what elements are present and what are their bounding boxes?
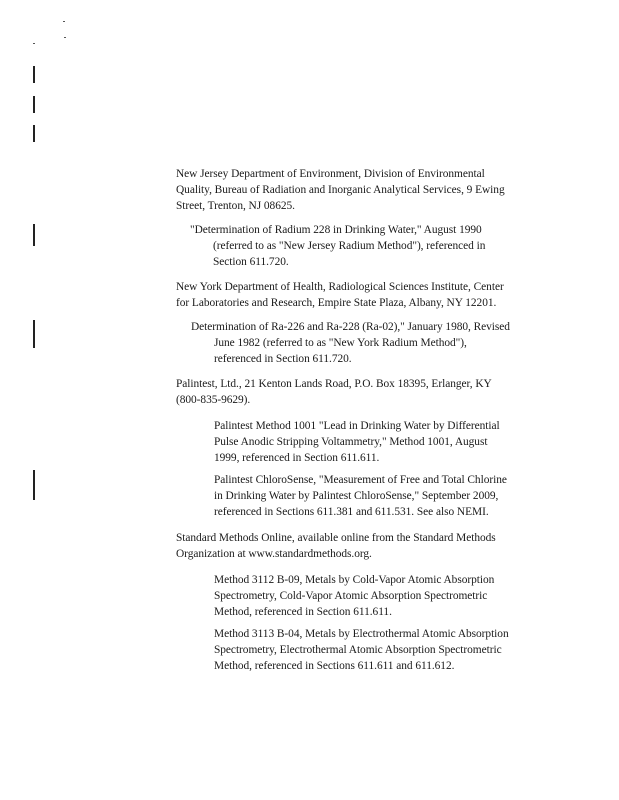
- entry-line: Method 3112 B-09, Metals by Cold-Vapor Atomic Absorption: [214, 574, 495, 586]
- entry-line: Method, referenced in Section 611.611.: [214, 606, 392, 619]
- entry-nj-department: [176, 166, 505, 214]
- entry-line: Palintest Method 1001 "Lead in Drinking Water by Differential: [214, 420, 500, 432]
- revision-bar: [33, 66, 35, 83]
- entry-standard-methods-online: [176, 530, 496, 562]
- entry-palintest: [176, 376, 492, 408]
- entry-ny-department: [176, 279, 504, 311]
- scan-speck: [33, 43, 35, 44]
- entry-line: New Jersey Department of Environment, Division of Environmental: [176, 168, 485, 180]
- entry-line: 1999, referenced in Section 611.611.: [214, 452, 380, 465]
- entry-line: Method 3113 B-04, Metals by Electrothermal Atomic Absorption: [214, 628, 509, 640]
- entry-line: New York Department of Health, Radiological Sciences Institute, Center: [176, 281, 504, 293]
- entry-line: Section 611.720.: [213, 256, 289, 269]
- entry-line: Pulse Anodic Stripping Voltammetry," Method 1001, August: [214, 436, 488, 449]
- entry-line: Spectrometry, Cold-Vapor Atomic Absorption Spectrometric: [214, 590, 488, 603]
- entry-line: June 1982 (referred to as "New York Radium Method"),: [214, 337, 467, 350]
- revision-bar: [33, 224, 35, 246]
- entry-line: (referred to as "New Jersey Radium Method"), referenced in: [213, 240, 486, 253]
- scan-speck: [64, 37, 66, 38]
- entry-ny-radium-method: [191, 319, 510, 367]
- scan-speck: [63, 21, 65, 22]
- revision-bar: [33, 320, 35, 348]
- entry-line: Organization at www.standardmethods.org.: [176, 548, 372, 561]
- revision-bar: [33, 125, 35, 142]
- entry-line: Palintest ChloroSense, "Measurement of Free and Total Chlorine: [214, 474, 507, 486]
- entry-line: (800-835-9629).: [176, 394, 251, 407]
- entry-line: in Drinking Water by Palintest ChloroSense," September 2009,: [214, 490, 499, 503]
- entry-line: Street, Trenton, NJ 08625.: [176, 200, 295, 213]
- entry-line: Standard Methods Online, available online from the Standard Methods: [176, 532, 496, 544]
- entry-line: Palintest, Ltd., 21 Kenton Lands Road, P.O. Box 18395, Erlanger, KY: [176, 378, 492, 390]
- entry-palintest-chlorosense: [214, 472, 507, 520]
- entry-line: for Laboratories and Research, Empire State Plaza, Albany, NY 12201.: [176, 297, 497, 310]
- entry-line: Determination of Ra-226 and Ra-228 (Ra-02)," January 1980, Revised: [191, 321, 510, 333]
- entry-line: Quality, Bureau of Radiation and Inorganic Analytical Services, 9 Ewing: [176, 184, 505, 197]
- entry-nj-radium-method: [190, 222, 485, 270]
- entry-line: Method, referenced in Sections 611.611 and 611.612.: [214, 660, 455, 673]
- entry-palintest-method-1001: [214, 418, 500, 466]
- entry-line: referenced in Section 611.720.: [214, 353, 352, 366]
- entry-line: "Determination of Radium 228 in Drinking Water," August 1990: [190, 224, 482, 236]
- entry-line: Spectrometry, Electrothermal Atomic Absorption Spectrometric: [214, 644, 502, 657]
- entry-method-3112: [214, 572, 494, 620]
- revision-bar: [33, 470, 35, 500]
- entry-method-3113: [214, 626, 509, 674]
- entry-line: referenced in Sections 611.381 and 611.531. See also NEMI.: [214, 506, 489, 519]
- revision-bar: [33, 96, 35, 113]
